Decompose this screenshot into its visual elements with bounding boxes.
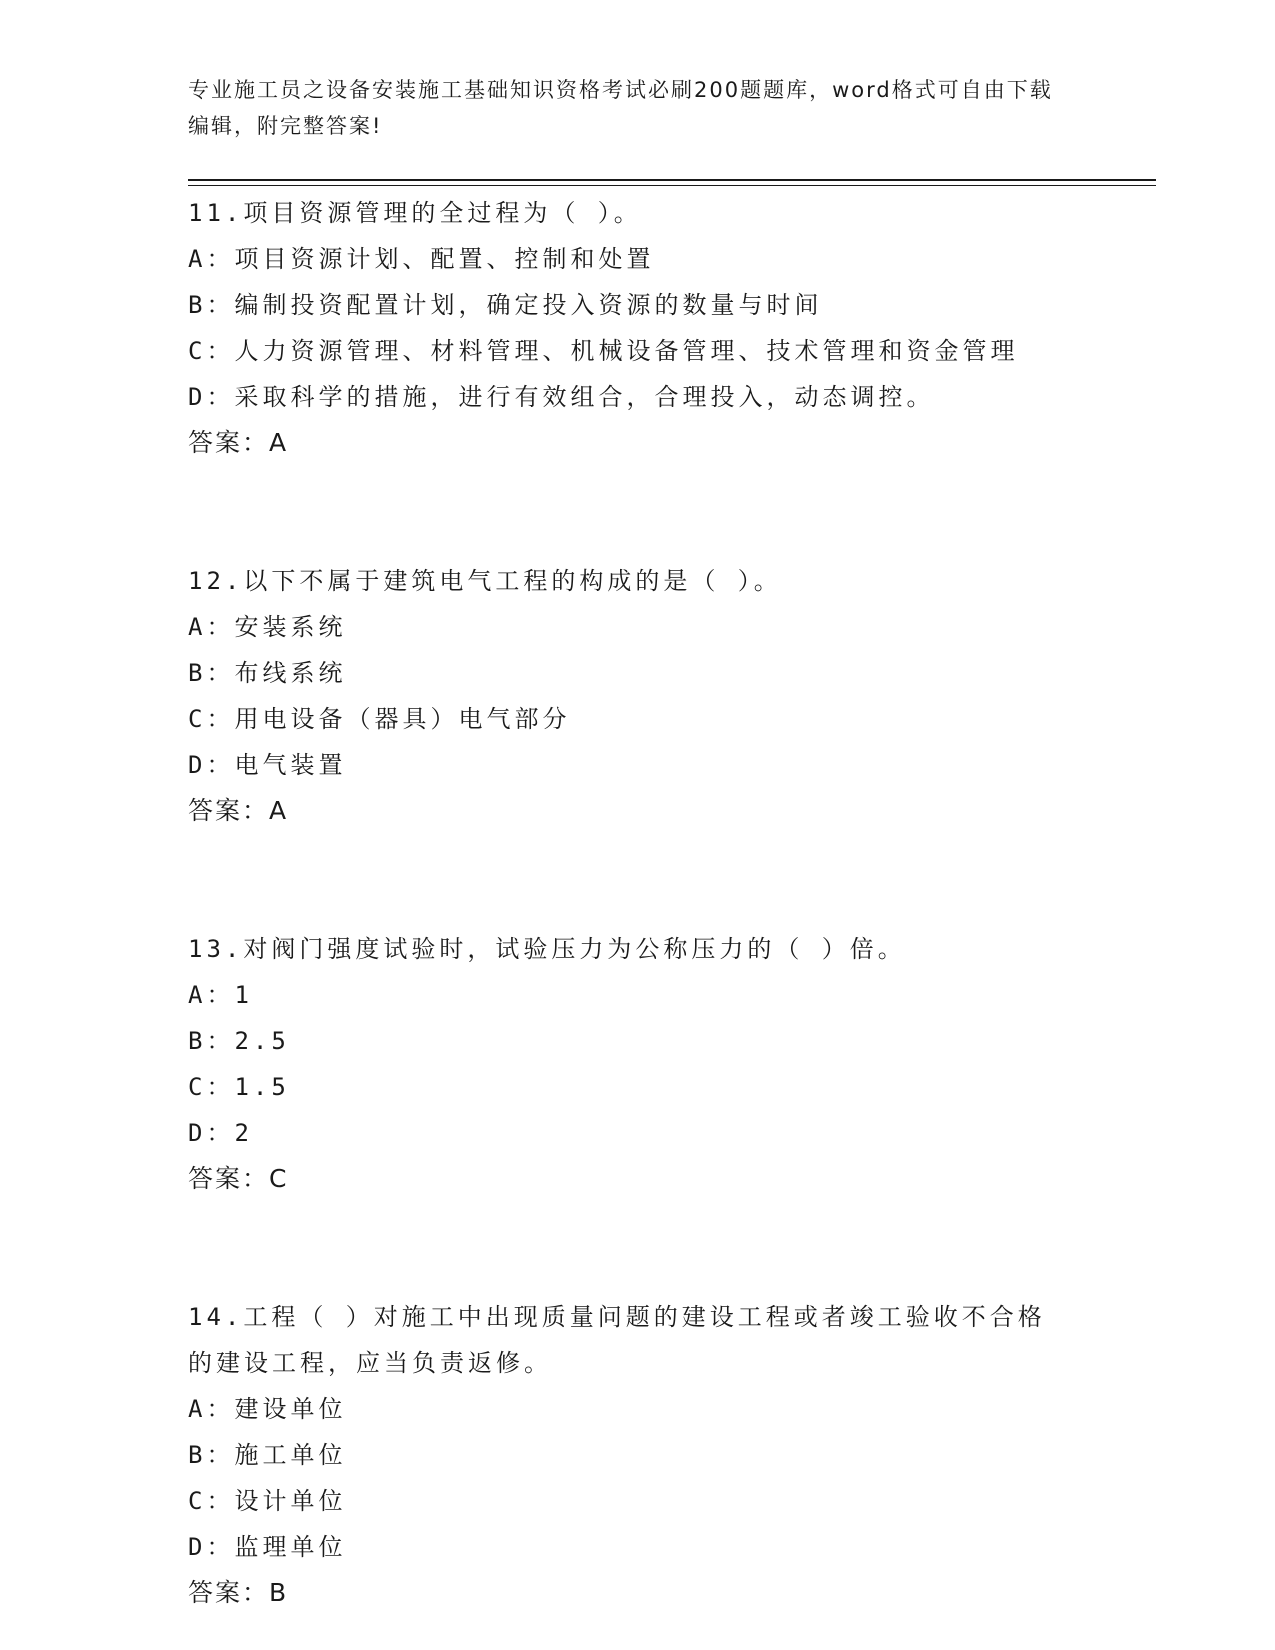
answer: 答案：A bbox=[188, 796, 289, 825]
spacer bbox=[188, 834, 1088, 926]
answer: 答案：B bbox=[188, 1578, 289, 1607]
option-d: D：监理单位 bbox=[188, 1533, 347, 1561]
question-11 bbox=[188, 190, 1088, 466]
header-divider-thin bbox=[188, 185, 1156, 186]
question-list bbox=[188, 190, 1088, 1616]
option-c: C：设计单位 bbox=[188, 1487, 347, 1515]
option-c: C：1.5 bbox=[188, 1073, 290, 1101]
option-d: D：2 bbox=[188, 1119, 253, 1147]
answer: 答案：A bbox=[188, 428, 289, 457]
option-a: A：建设单位 bbox=[188, 1395, 347, 1423]
option-b: B：施工单位 bbox=[188, 1441, 347, 1469]
option-d: D：采取科学的措施，进行有效组合，合理投入，动态调控。 bbox=[188, 383, 935, 411]
option-a: A：安装系统 bbox=[188, 613, 347, 641]
header-divider-thick bbox=[188, 179, 1156, 181]
spacer bbox=[188, 1202, 1088, 1294]
document-title: 专业施工员之设备安装施工基础知识资格考试必刷200题题库，word格式可自由下载编辑，附完整答案! bbox=[188, 78, 1053, 138]
question-stem: 14.工程（ ）对施工中出现质量问题的建设工程或者竣工验收不合格的建设工程，应当负责返修。 bbox=[188, 1303, 1046, 1377]
question-stem: 13.对阀门强度试验时，试验压力为公称压力的（ ）倍。 bbox=[188, 935, 906, 963]
question-stem: 11.项目资源管理的全过程为（ ）。 bbox=[188, 199, 642, 227]
option-c: C：人力资源管理、材料管理、机械设备管理、技术管理和资金管理 bbox=[188, 337, 1019, 365]
spacer bbox=[188, 466, 1088, 558]
question-stem: 12.以下不属于建筑电气工程的构成的是（ ）。 bbox=[188, 567, 782, 595]
option-b: B：2.5 bbox=[188, 1027, 290, 1055]
answer: 答案：C bbox=[188, 1164, 289, 1193]
question-14 bbox=[188, 1294, 1088, 1616]
option-a: A：1 bbox=[188, 981, 253, 1009]
option-b: B：布线系统 bbox=[188, 659, 347, 687]
option-a: A：项目资源计划、配置、控制和处置 bbox=[188, 245, 655, 273]
question-13 bbox=[188, 926, 1088, 1202]
question-12 bbox=[188, 558, 1088, 834]
option-b: B：编制投资配置计划，确定投入资源的数量与时间 bbox=[188, 291, 823, 319]
option-c: C：用电设备（器具）电气部分 bbox=[188, 705, 571, 733]
option-d: D：电气装置 bbox=[188, 751, 347, 779]
